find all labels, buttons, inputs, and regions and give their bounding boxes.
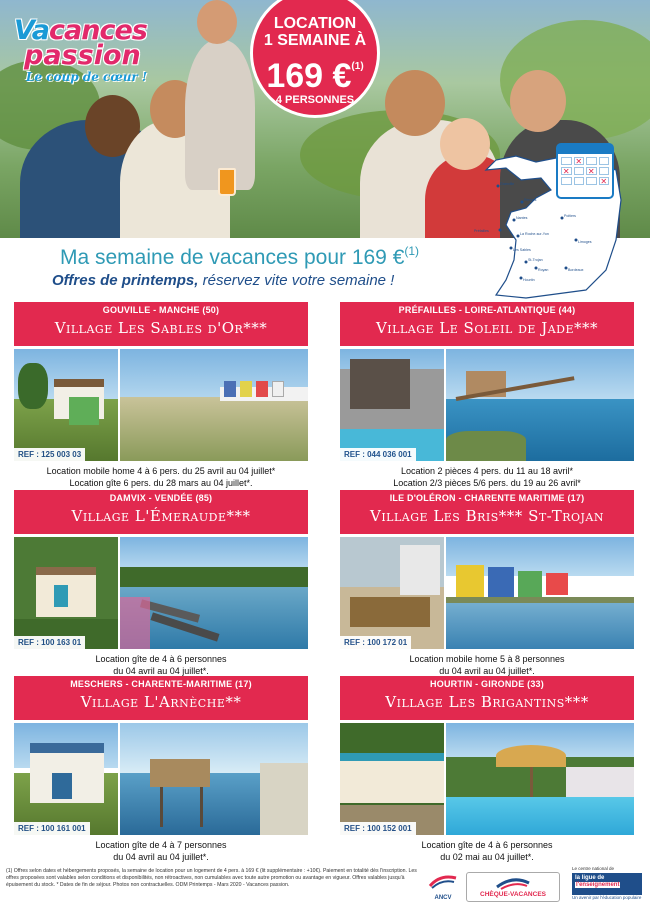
offer-ref: REF : 100 172 01 xyxy=(340,636,411,649)
offer-ref: REF : 100 152 001 xyxy=(340,822,416,835)
offer-card-st-trojan[interactable] xyxy=(340,490,634,677)
offer-village-name: Village Les Brigantins*** xyxy=(385,693,589,711)
ancv-swoosh-icon xyxy=(428,874,458,890)
offer-photo-pool-parasol xyxy=(446,723,634,835)
offer-location: GOUVILLE - MANCHE (50) xyxy=(102,305,220,315)
map-city-label: Préfailles xyxy=(474,229,489,233)
offer-photo-chalet xyxy=(14,349,118,461)
offer-photo-cottage xyxy=(14,537,118,649)
map-city-label: Royan xyxy=(538,268,549,272)
offer-photo-house-pool xyxy=(340,349,444,461)
offer-card-gouville[interactable] xyxy=(14,302,308,489)
offer-description: Location gîte de 4 à 6 personnes du 02 mai au 04 juillet*. xyxy=(421,840,553,862)
calendar-icon: ✕ ✕ ✕ ✕ xyxy=(556,143,614,199)
offer-card-hourtin[interactable] xyxy=(340,676,634,863)
offer-photo-carrelet xyxy=(120,723,308,835)
offer-ref: REF : 125 003 03 xyxy=(14,448,85,461)
offer-photo-beach-cabins xyxy=(120,349,308,461)
offer-card-prefailles[interactable] xyxy=(340,302,634,489)
main-headline: Ma semaine de vacances pour 169 €$^{(1)}$ xyxy=(60,244,420,269)
logo-text-part1: Va xyxy=(14,15,50,46)
map-city-label: Limoges xyxy=(578,240,592,244)
offer-village-name: Village L'Émeraude*** xyxy=(71,507,251,525)
offer-card-meschers[interactable] xyxy=(14,676,308,863)
badge-price: 169 €$^{(1)}$ xyxy=(266,57,364,95)
badge-line4: 4 PERSONNES xyxy=(275,94,355,106)
map-city-label: Hourtin xyxy=(523,278,535,282)
offer-description: Location mobile home 4 à 6 pers. du 25 avril au 04 juillet* Location gîte 6 pers. du 28 mars au 04 juillet*. xyxy=(46,466,276,488)
map-city-label: Poitiers xyxy=(564,214,576,218)
map-city-label: Les Sables xyxy=(513,248,531,252)
offer-photo-bungalow xyxy=(340,723,444,835)
offer-location: ILE D'OLÉRON - CHARENTE MARITIME (17) xyxy=(389,493,585,503)
offer-village-name: Village Les Sables d'Or*** xyxy=(54,319,268,337)
map-city-label: Granville xyxy=(500,182,515,186)
offer-location: HOURTIN - GIRONDE (33) xyxy=(430,679,544,689)
map-city-label: Nantes xyxy=(516,216,528,220)
cheque-vacances-logo: CHÈQUE-VACANCES xyxy=(466,872,560,902)
offer-header xyxy=(14,302,308,346)
ligue-enseignement-logo: Le centre national de la ligue de l'enseignement Un avenir par l'éducation populaire xyxy=(572,866,642,900)
juice-glass-icon xyxy=(218,168,236,196)
badge-line2: 1 SEMAINE À xyxy=(263,32,367,49)
offer-header xyxy=(14,676,308,720)
map-city-label: St-Trojan xyxy=(528,258,543,262)
offer-location: MESCHERS - CHARENTE-MARITIME (17) xyxy=(70,679,252,689)
cheque-swoosh-icon xyxy=(467,875,559,891)
offer-card-damvix[interactable] xyxy=(14,490,308,677)
map-city-label: Bordeaux xyxy=(568,268,584,272)
offer-location: DAMVIX - VENDÉE (85) xyxy=(109,493,213,503)
offer-photo-gite xyxy=(14,723,118,835)
map-city-label: La Roche-sur-Yon xyxy=(520,232,549,236)
offer-photo-colored-huts xyxy=(446,537,634,649)
ancv-logo: ANCV xyxy=(428,874,458,898)
offer-location: PRÉFAILLES - LOIRE-ATLANTIQUE (44) xyxy=(398,305,576,315)
sub-headline: Offres de printemps, réservez vite votre semaine ! xyxy=(52,272,395,289)
offer-header xyxy=(14,490,308,534)
offer-description: Location 2 pièces 4 pers. du 11 au 18 avril* Location 2/3 pièces 5/6 pers. du 19 au 26 avril* xyxy=(393,466,581,488)
offer-ref: REF : 100 163 01 xyxy=(14,636,85,649)
offer-photo-fishing-hut xyxy=(446,349,634,461)
legal-notice: (1) Offres selon dates et hébergements proposés, la semaine de location pour un logement de 4 pers. à 169 € (lit supplémentaire : +10€). Paiement en totalité dès l'inscription. Les offres proposées sont valables selon conditions et disponibilités, non rétroactives, non cumulables avec toute autre promotion ou avantage en vigueur. Offres valables jusqu'à épuisement du stock. * Dates de fin de séjour. Photos non contractuelles. ODM Printemps - Mars 2020 - Vacances passion. xyxy=(6,868,417,888)
price-badge xyxy=(250,0,380,118)
offer-ref: REF : 100 161 001 xyxy=(14,822,90,835)
offer-header xyxy=(340,302,634,346)
offer-header xyxy=(340,490,634,534)
logo-text-part3: passion xyxy=(24,40,141,71)
vacances-passion-logo xyxy=(14,15,154,84)
logo-text-part2: cances xyxy=(49,15,147,46)
badge-line1: LOCATION xyxy=(273,15,357,32)
map-city-label: Rennes xyxy=(524,198,537,202)
offer-ref: REF : 044 036 001 xyxy=(340,448,416,461)
offer-description: Location gîte de 4 à 7 personnes du 04 avril au 04 juillet*. xyxy=(95,840,227,862)
offer-header xyxy=(340,676,634,720)
offer-photo-terrace xyxy=(340,537,444,649)
offer-village-name: Village Le Soleil de Jade*** xyxy=(375,319,599,337)
offer-village-name: Village L'Arnèche** xyxy=(80,693,242,711)
offer-description: Location mobile home 5 à 8 personnes du 04 avril au 04 juillet*. xyxy=(409,654,565,676)
offer-village-name: Village Les Bris*** St-Trojan xyxy=(370,507,604,525)
logo-tagline: Le coup de cœur ! xyxy=(26,70,148,84)
offer-photo-canal-boats xyxy=(120,537,308,649)
offer-description: Location gîte de 4 à 6 personnes du 04 avril au 04 juillet*. xyxy=(95,654,227,676)
